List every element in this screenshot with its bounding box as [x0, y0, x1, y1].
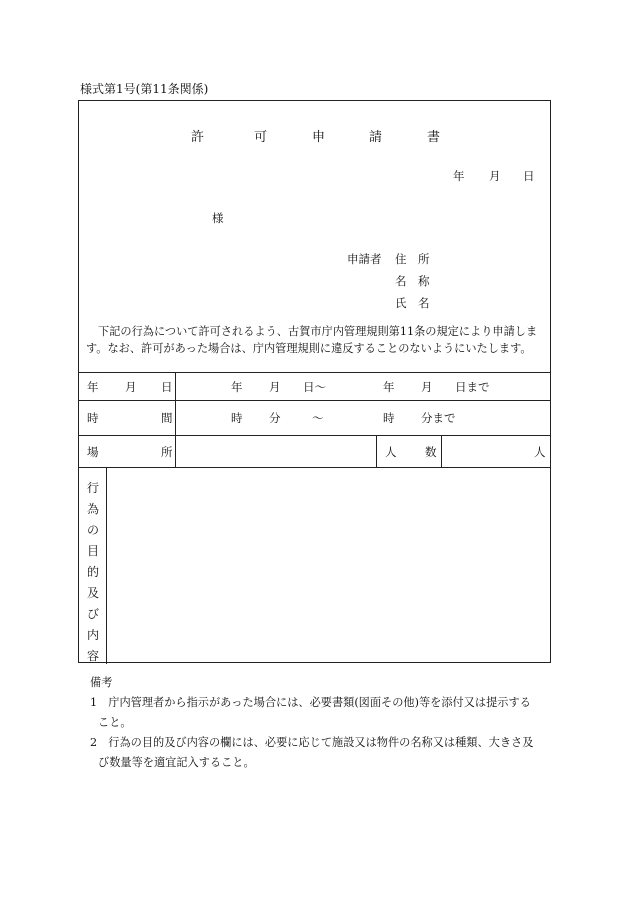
row-label-place-b: 所 [161, 445, 173, 459]
applicant-address-label: 住 所 [395, 252, 430, 266]
title-char: 許 [191, 130, 205, 145]
table-top-border [79, 372, 550, 373]
count-label-a: 人 [385, 445, 397, 459]
row-label-time-b: 間 [161, 411, 173, 425]
applicant-organization-label: 名 称 [395, 274, 430, 288]
application-statement [86, 323, 548, 357]
remarks-heading: 備考 [90, 676, 113, 689]
purpose-label-char: 容 [87, 649, 100, 663]
purpose-label-divider [106, 467, 107, 664]
start-month-unit: 月 [269, 380, 281, 394]
start-day-unit: 日〜 [303, 380, 326, 394]
row-divider [79, 467, 550, 468]
row-label-time-a: 時 [87, 411, 99, 425]
purpose-label-char: 為 [87, 502, 100, 516]
time-range-tilde: 〜 [312, 411, 324, 425]
purpose-label-char: 行 [87, 481, 100, 495]
start-minute-unit: 分 [269, 411, 281, 425]
applicant-label: 申請者 [347, 252, 382, 266]
count-value-divider [441, 435, 442, 467]
row-divider [79, 435, 550, 436]
form-number-label: 様式第1号(第11条関係) [80, 82, 209, 96]
label-column-divider [175, 372, 176, 467]
purpose-label-char: 及 [87, 586, 100, 600]
start-year-unit: 年 [231, 380, 243, 394]
purpose-label-char: 的 [87, 565, 100, 579]
purpose-label-char: び [87, 607, 100, 621]
date-month-label: 月 [489, 169, 501, 183]
end-year-unit: 年 [383, 380, 395, 394]
end-minute-unit: 分まで [421, 411, 456, 425]
remark-item-continued: こと。 [98, 716, 132, 729]
row-label-place-a: 場 [87, 445, 99, 459]
end-day-unit: 日まで [455, 380, 490, 394]
statement-line: す。なお、許可があった場合は、庁内管理規則に違反することのないようにいたします。 [86, 342, 532, 355]
row-label-day: 日 [161, 380, 173, 394]
remark-item: 1 庁内管理者から指示があった場合には、必要書類(図面その他)等を添付又は提示する [90, 696, 531, 709]
title-char: 可 [254, 130, 268, 145]
end-hour-unit: 時 [383, 411, 395, 425]
end-month-unit: 月 [421, 380, 433, 394]
purpose-label-char: 内 [87, 628, 100, 642]
row-label-month: 月 [125, 380, 137, 394]
applicant-name-label: 氏 名 [395, 296, 430, 310]
count-label-b: 数 [425, 445, 437, 459]
statement-line: 下記の行為について許可されるよう、古賀市庁内管理規則第11条の規定により申請しま [98, 325, 538, 338]
row-divider [79, 400, 550, 401]
addressee-suffix: 様 [212, 211, 224, 225]
remark-item-continued: び数量等を適宜記入すること。 [98, 756, 255, 769]
title-char: 書 [427, 130, 441, 145]
purpose-label-char: の [87, 523, 100, 537]
title-char: 申 [312, 130, 326, 145]
purpose-label-char: 目 [87, 544, 100, 558]
title-char: 請 [369, 130, 383, 145]
remark-item: 2 行為の目的及び内容の欄には、必要に応じて施設又は物件の名称又は種類、大きさ及 [90, 736, 534, 749]
remarks-section [90, 673, 533, 773]
date-year-label: 年 [453, 169, 465, 183]
count-unit: 人 [534, 445, 546, 459]
start-hour-unit: 時 [231, 411, 243, 425]
row-label-year: 年 [87, 380, 99, 394]
application-form-box [78, 100, 551, 663]
date-day-label: 日 [523, 169, 535, 183]
place-count-divider [376, 435, 377, 467]
